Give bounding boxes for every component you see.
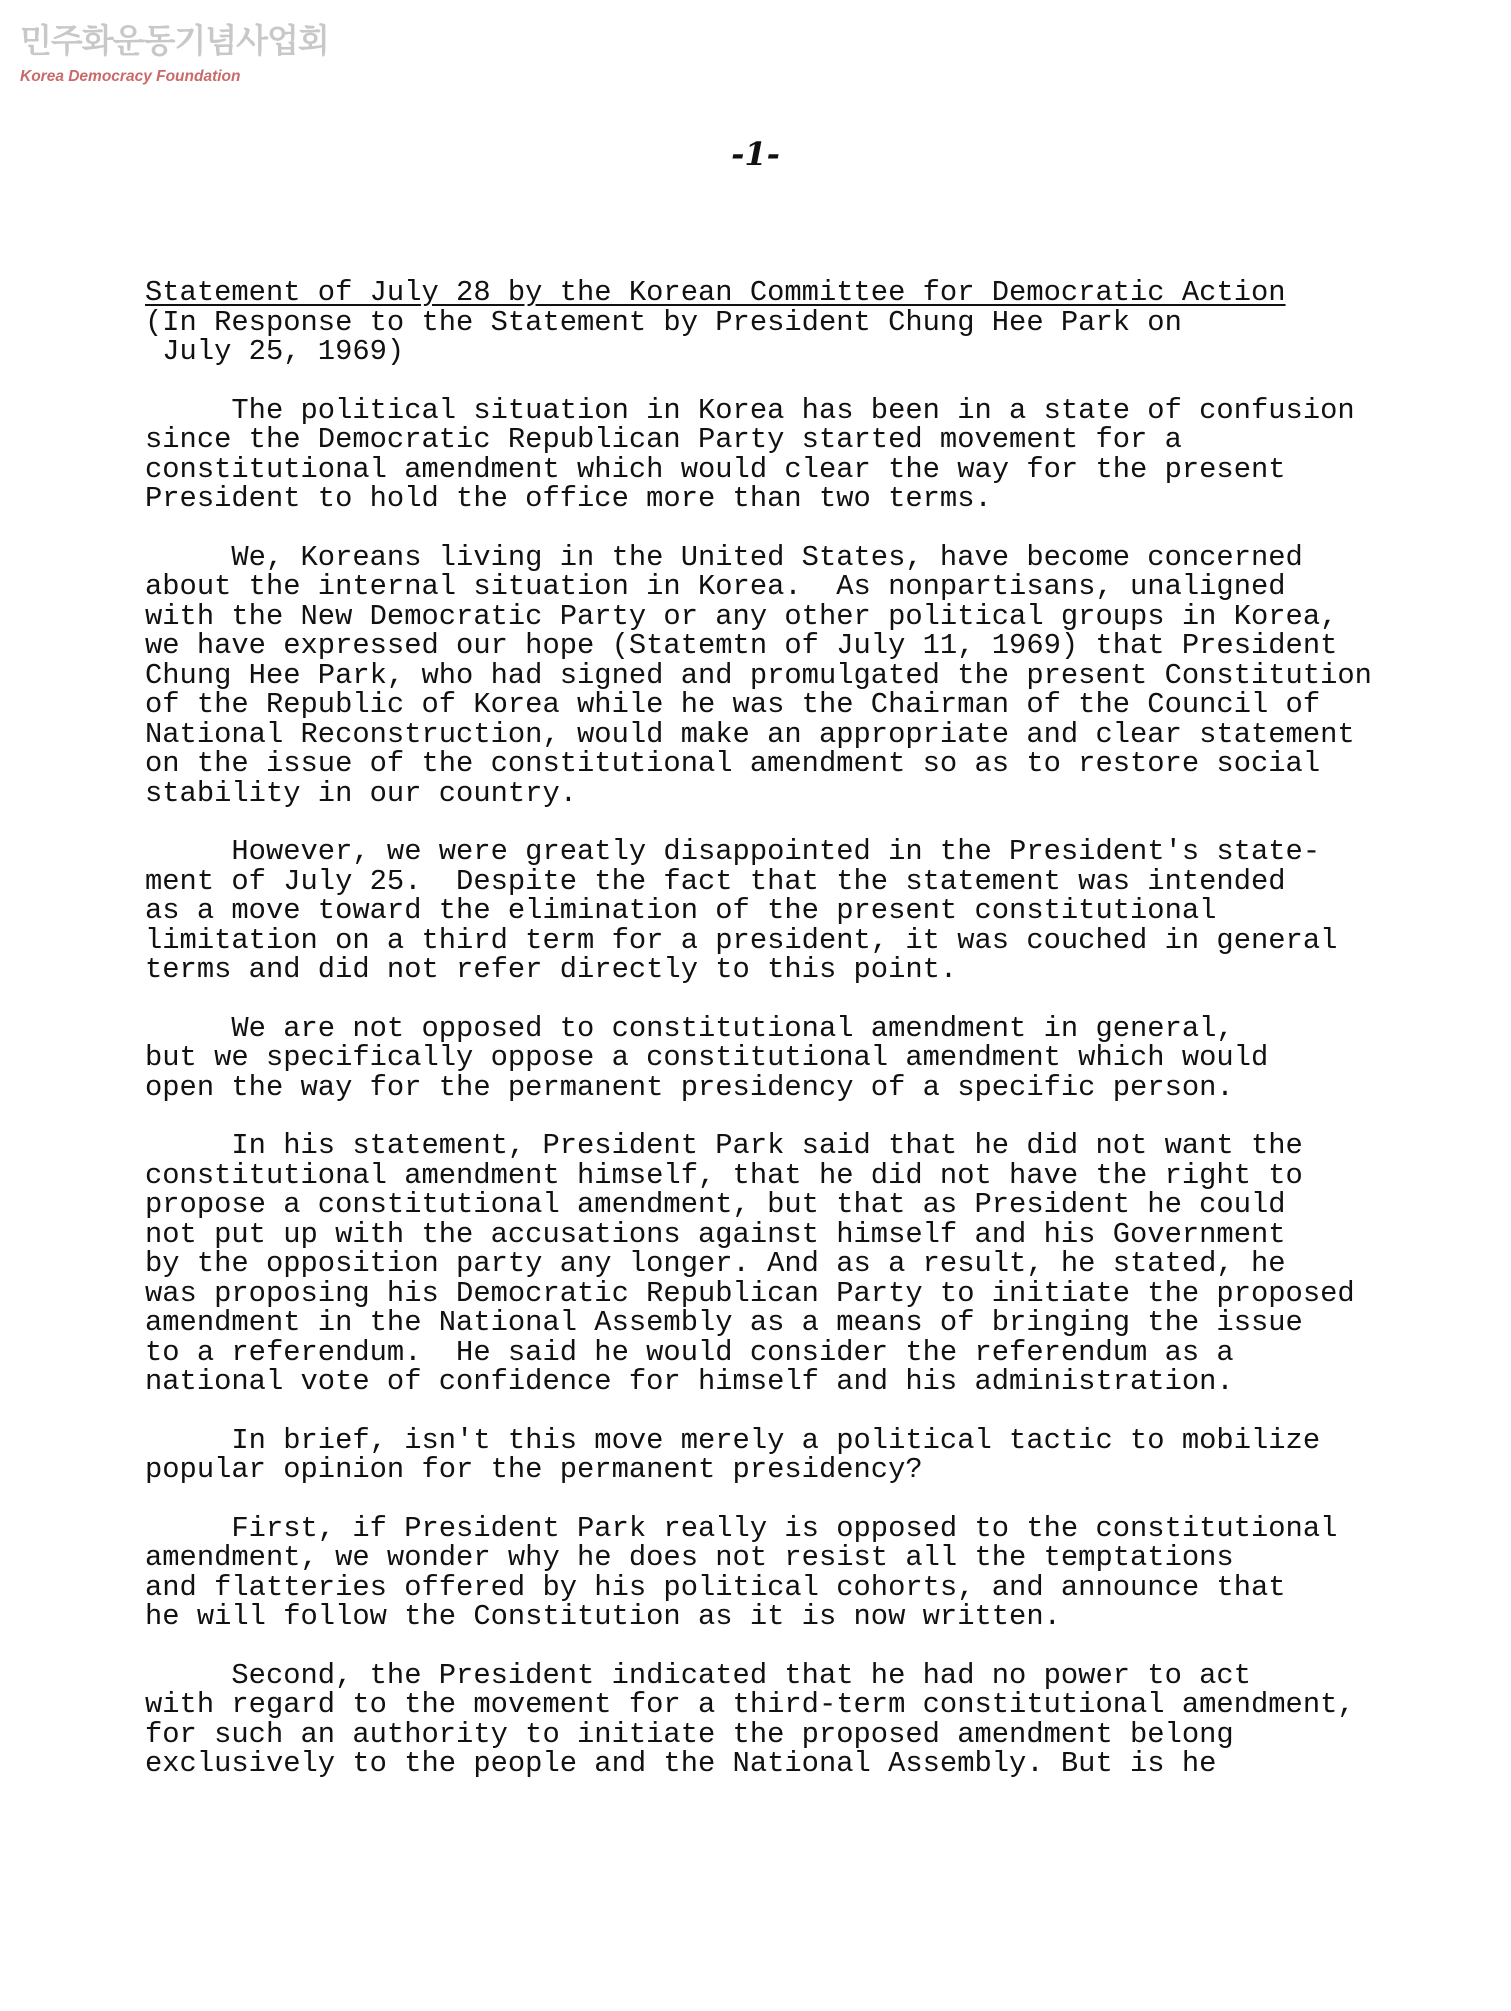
paragraph-line: stability in our country.	[145, 776, 578, 810]
paragraph-line: constitutional amendment himself, that he did not have the right to	[145, 1158, 1303, 1192]
paragraph-line: First, if President Park really is opposed to the constitutional	[145, 1511, 1338, 1545]
paragraph-line: and flatteries offered by his political cohorts, and announce that	[145, 1570, 1286, 1604]
paragraph-line: about the internal situation in Korea. As nonpartisans, unaligned	[145, 570, 1286, 603]
paragraph-line: limitation on a third term for a president, it was couched in general	[145, 923, 1338, 957]
paragraph-line: National Reconstruction, would make an appropriate and clear statement	[145, 717, 1355, 751]
paragraph-line: ment of July 25. Despite the fact that the statement was intended	[145, 864, 1286, 898]
paragraph-line: popular opinion for the permanent presidency?	[145, 1453, 923, 1486]
paragraph-line: since the Democratic Republican Party started movement for a	[145, 423, 1182, 456]
paragraph-line: amendment, we wonder why he does not resist all the temptations	[145, 1541, 1234, 1574]
watermark-english-text: Korea Democracy Foundation	[20, 68, 241, 85]
paragraph-list	[145, 393, 1445, 1780]
document-body	[145, 278, 1445, 1808]
paragraph-line: on the issue of the constitutional amendment so as to restore social	[145, 747, 1321, 780]
page-number: -1-	[731, 135, 780, 173]
paragraph-line: propose a constitutional amendment, but that as President he could	[145, 1188, 1286, 1221]
paragraph-line: by the opposition party any longer. And as a result, he stated, he	[145, 1247, 1286, 1280]
paragraph-line: President to hold the office more than two terms.	[145, 482, 992, 515]
paragraph-line: In his statement, President Park said that he did not want the	[145, 1129, 1303, 1162]
paragraph-line: constitutional amendment which would clear the way for the present	[145, 452, 1286, 486]
paragraph-line: he will follow the Constitution as it is now written.	[145, 1600, 1061, 1633]
paragraph-line: In brief, isn't this move merely a political tactic to mobilize	[145, 1423, 1321, 1457]
paragraph-line: for such an authority to initiate the proposed amendment belong	[145, 1717, 1234, 1751]
paragraph-line: to a referendum. He said he would consider the referendum as a	[145, 1335, 1234, 1369]
paragraph-line: amendment in the National Assembly as a means of bringing the issue	[145, 1306, 1303, 1339]
paragraph-line: open the way for the permanent presidency of a specific person.	[145, 1070, 1234, 1104]
paragraph-line: with the New Democratic Party or any other political groups in Korea,	[145, 599, 1338, 633]
paragraph-line: of the Republic of Korea while he was the Chairman of the Council of	[145, 688, 1321, 721]
paragraph	[145, 393, 1445, 515]
paragraph-line: Chung Hee Park, who had signed and promulgated the present Constitution	[145, 658, 1372, 692]
statement-subtitle-line: July 25, 1969)	[145, 335, 405, 368]
paragraph	[145, 1658, 1445, 1780]
paragraph-line: but we specifically oppose a constitutional amendment which would	[145, 1041, 1269, 1074]
paragraph-line: was proposing his Democratic Republican Party to initiate the proposed	[145, 1276, 1355, 1310]
paragraph-line: as a move toward the elimination of the present constitutional	[145, 894, 1217, 927]
paragraph-line: We are not opposed to constitutional amendment in general,	[145, 1011, 1234, 1045]
watermark-korean-text: 민주화운동기념사업회	[20, 21, 329, 60]
paragraph-line: we have expressed our hope (Statemtn of July 11, 1969) that President	[145, 629, 1338, 662]
paragraph	[145, 1011, 1445, 1104]
paragraph-line: However, we were greatly disappointed in the President's state-	[145, 835, 1321, 868]
statement-title: Statement of July 28 by the Korean Committee for Democratic Action	[145, 276, 1286, 309]
paragraph	[145, 540, 1445, 810]
statement-header	[145, 278, 1445, 367]
paragraph-line: Second, the President indicated that he had no power to act	[145, 1658, 1251, 1692]
paragraph	[145, 837, 1445, 985]
paragraph-line: terms and did not refer directly to this point.	[145, 953, 958, 986]
paragraph-line: not put up with the accusations against himself and his Government	[145, 1217, 1286, 1251]
paragraph	[145, 1131, 1445, 1397]
paragraph	[145, 1423, 1445, 1486]
foundation-watermark	[20, 22, 329, 86]
paragraph-line: national vote of confidence for himself and his administration.	[145, 1365, 1234, 1398]
paragraph-line: The political situation in Korea has been in a state of confusion	[145, 393, 1355, 427]
statement-subtitle-line: (In Response to the Statement by President Chung Hee Park on	[145, 305, 1182, 339]
paragraph	[145, 1511, 1445, 1633]
paragraph-line: with regard to the movement for a third-term constitutional amendment,	[145, 1688, 1355, 1721]
paragraph-line: exclusively to the people and the National Assembly. But is he	[145, 1747, 1217, 1780]
paragraph-line: We, Koreans living in the United States, have become concerned	[145, 540, 1303, 574]
